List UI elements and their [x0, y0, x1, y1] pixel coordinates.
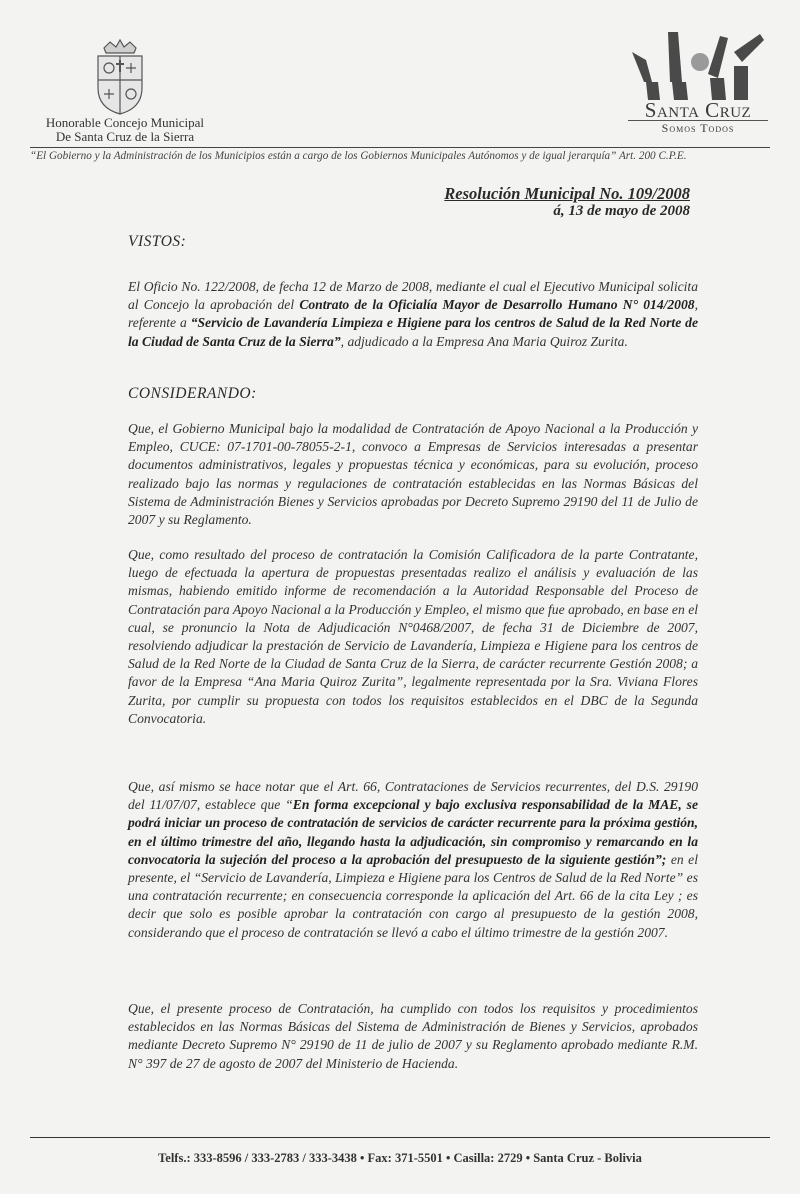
footer-divider: [30, 1137, 770, 1138]
resolution-title: Resolución Municipal No. 109/2008: [444, 184, 690, 203]
considerando-paragraph-2: Que, como resultado del proceso de contratación la Comisión Calificadora de la parte Contratante, luego de efectuada la apertura de propuestas presentadas realizo el análisis y evaluación de las mismas, habiendo emitido informe de recomendación a la Autoridad Responsable del Proceso de Contratación para Apoyo Nacional a la Producción y Empleo, el mismo que fue aprobado, en base en el cual, se pronuncio la Nota de Adjudicación N°0468/2007, de fecha 31 de Diciembre de 2007, resolviendo adjudicar la prestación de Servicio de Lavandería, Limpieza e Higiene para los centros de Salud de la Red Norte de la Ciudad de Santa Cruz de la Sierra, de carácter recurrente Gestión 2008; a favor de la Empresa “Ana Maria Quiroz Zurita”, legalmente representada por la Sra. Viviana Flores Zurita, por cumplir su propuesta con todos los requisitos establecidos en el DBC de la Segunda Convocatoria.: [128, 547, 698, 726]
logo-wordmark: Santa Cruz: [644, 98, 752, 122]
footer-contact: Telfs.: 333-8596 / 333-2783 / 333-3438 • Fax: 371-5501 • Casilla: 2729 • Santa Cruz - Bolivia: [158, 1151, 642, 1165]
considerando-paragraph-1: Que, el Gobierno Municipal bajo la modalidad de Contratación de Apoyo Nacional a la Producción y Empleo, CUCE: 07-1701-00-78055-2-1, convoco a Empresas de Servicios interesadas a presentar documentos administrativos, legales y propuestas técnica y económicas, para su evolución, proceso realizado bajo las normas y regulaciones de contratación establecidas en las Normas Básicas del Sistema de Administración Bienes y Servicios aprobadas por Decreto Supremo 29190 del 11 de Julio de 2007 y su Reglamento.: [128, 421, 698, 528]
considerando-p3-law-quote: En forma excepcional y bajo exclusiva responsabilidad de la MAE, se podrá iniciar un proceso de contratación de servicios de carácter recurrente para la próxima gestión, en el último trimestre del año, llegando hasta la adjudicación, sin compromiso y remarcando en la convocatoria la sujeción del proceso a la aprobación del presupuesto de la siguiente gestión”;: [128, 797, 698, 867]
vistos-paragraph: [128, 278, 698, 351]
considerando-paragraph-3: [128, 778, 698, 942]
vistos-heading: VISTOS:: [128, 233, 187, 250]
coat-of-arms-icon: [90, 38, 150, 118]
considerando-p3-text-a: Que, así mismo se hace notar que el Art. 66, Contrataciones de Servicios recurrentes, del D.S. 29190 del 11/07/07, establece que “: [128, 779, 698, 813]
header-divider: [30, 147, 770, 148]
vistos-text-c: , referente a: [128, 297, 698, 331]
vistos-text-e: , adjudicado a la Empresa Ana Maria Quiroz Zurita.: [340, 333, 628, 349]
logo-slogan: Somos Todos: [628, 120, 768, 136]
council-name: [30, 116, 220, 144]
considerando-heading: CONSIDERANDO:: [128, 385, 257, 402]
considerando-p3-text-c: en el presente, el “Servicio de Lavandería, Limpieza e Higiene para los Centros de Salud de la Red Norte” es una contratación recurrente; en consecuencia corresponde la aplicación del Art. 66 de la cita Ley ; es decir que solo es posible aprobar la contratación con cargo al presupuesto de la gestión 2008, considerando que el proceso de contratación se llevó a cabo el último trimestre de la gestión 2007.: [128, 851, 698, 940]
vistos-contract-ref: Contrato de la Oficialía Mayor de Desarrollo Humano N° 014/2008: [299, 297, 695, 313]
considerando-paragraph-4: Que, el presente proceso de Contratación, ha cumplido con todos los requisitos y procedimientos establecidos en las Normas Básicas del Sistema de Administración de Bienes y Servicios, aprobados mediante Decreto Supremo N° 29190 de 11 de julio de 2007 y su Reglamento aprobado mediante R.M. N° 397 de 27 de agosto de 2007 del Ministerio de Hacienda.: [128, 1001, 698, 1071]
vistos-service-name: “Servicio de Lavandería Limpieza e Higiene para los centros de Salud de la Red Norte de la Ciudad de Santa Cruz de la Sierra”: [128, 315, 698, 349]
council-line-1: Honorable Concejo Municipal: [45, 115, 205, 130]
vistos-text-a: El Oficio No. 122/2008, de fecha 12 de Marzo de 2008, mediante el cual el Ejecutivo Municipal solicita al Concejo la aprobación del: [128, 279, 698, 313]
constitution-quote: “El Gobierno y la Administración de los Municipios están a cargo de los Gobiernos Municipales Autónomos y de igual jerarquía” Art. 200 C.P.E.: [30, 150, 687, 162]
council-line-2: De Santa Cruz de la Sierra: [55, 129, 195, 144]
resolution-date: á, 13 de mayo de 2008: [553, 203, 690, 219]
